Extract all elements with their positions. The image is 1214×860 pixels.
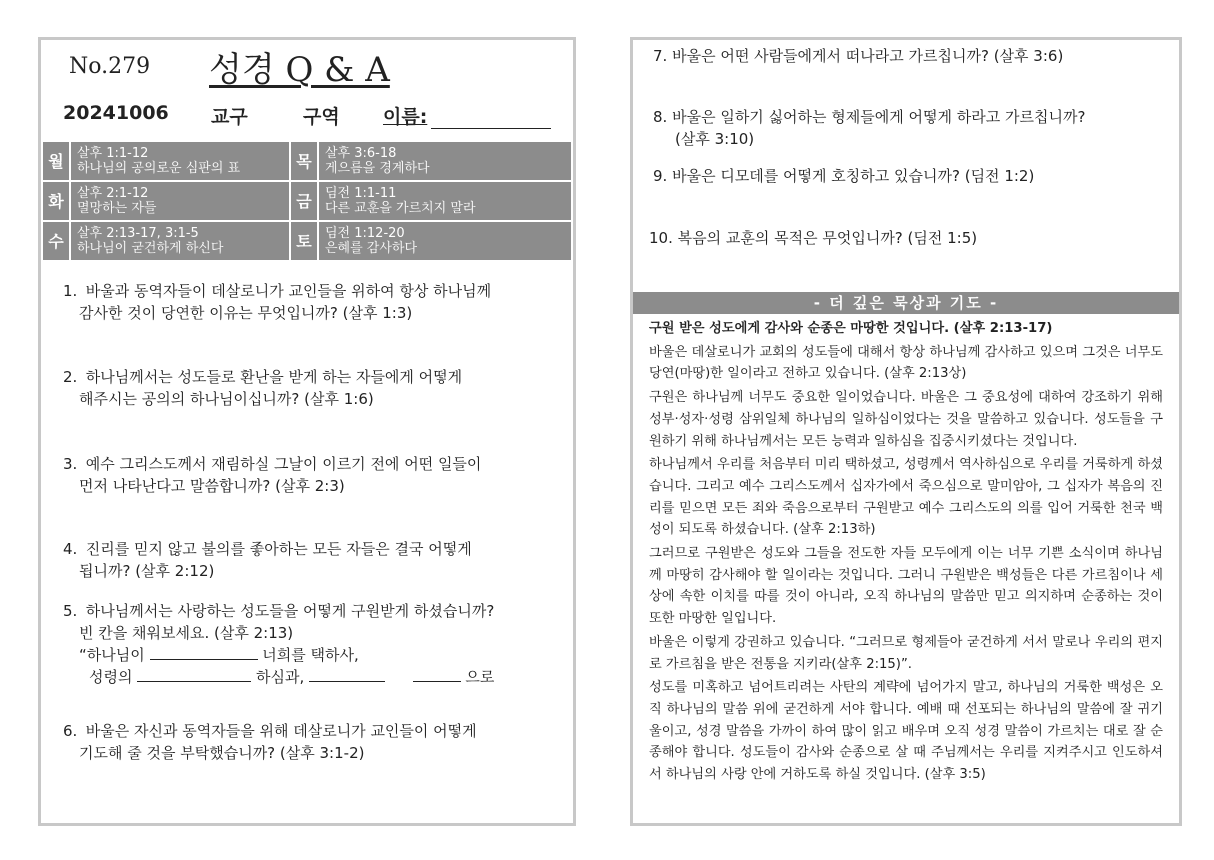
question-text: 바울과 동역자들이 데살로니가 교인들을 위하여 항상 하나님께: [85, 282, 492, 300]
meditation-section: [649, 318, 1163, 788]
reading-title: 은혜를 감사하다: [325, 241, 418, 256]
district-label: 교구: [211, 106, 248, 128]
date: 20241006: [63, 102, 169, 124]
question-text: 바울은 자신과 동역자들을 위해 데살로니가 교인들이 어떻게: [85, 722, 477, 740]
question-text: 바울은 디모데를 어떻게 호칭하고 있습니까? (딤전 1:2): [672, 167, 1035, 185]
fill-text: 성령의: [89, 668, 133, 686]
reading-title: 하나님이 굳건하게 하신다: [77, 241, 224, 256]
question-4: [63, 538, 568, 582]
question-3: [63, 453, 568, 497]
meditation-paragraph: 바울은 데살로니가 교회의 성도들에 대해서 항상 하나님께 감사하고 있으며 그것은 너무도 당연(마땅)한 일이라고 전하고 있습니다. (살후 2:13상): [649, 344, 1163, 382]
question-text: 바울은 어떤 사람들에게서 떠나라고 가르칩니까? (살후 3:6): [672, 47, 1064, 65]
reading-cell: [70, 221, 290, 261]
question-10: [649, 227, 1164, 249]
question-number: 6.: [63, 722, 78, 740]
meditation-paragraph: 그러므로 구원받은 성도와 그들을 전도한 자들 모두에게 이는 너무 기쁜 소식이며 하나님께 마땅히 감사해야 할 일이라는 것입니다. 그러니 구원받은 백성들은 다른 가르침이나 세상에 속한 이치를 따를 것이 아니라, 오직 하나님의 말씀만 믿고 의지하며 순종하는 것이 또한 마땅한 일입니다.: [649, 546, 1163, 627]
name-label: 이름:: [383, 106, 428, 128]
reading-ref: 딤전 1:1-11: [325, 186, 397, 201]
question-number: 4.: [63, 540, 78, 558]
question-number: 10.: [649, 229, 673, 247]
fill-text: “하나님이: [79, 646, 145, 664]
schedule-row: [42, 141, 572, 181]
question-text-cont: 감사한 것이 당연한 이유는 무엇입니까? (살후 1:3): [79, 304, 413, 322]
reading-cell: [318, 181, 572, 221]
fill-in-line-1: [63, 644, 568, 666]
right-page: [630, 37, 1182, 826]
reading-ref: 살후 3:6-18: [325, 146, 397, 161]
meditation-paragraph: 성도를 미혹하고 넘어트리려는 사탄의 계략에 넘어가지 말고, 하나님의 거룩한 백성은 오직 하나님의 말씀 위에 굳건하게 서야 합니다. 예배 때 선포되는 하나님의 말씀에 잘 귀기울이고, 성경 말씀을 가까이 하여 많이 읽고 배우며 오직 성경 말씀이 가르치는 대로 잘 순종해야 합니다. 성도들이 감사와 순종으로 살 때 주님께서는 우리를 지켜주시고 인도하셔서 하나님의 사랑 안에 거하도록 하실 것입니다. (살후 3:5): [649, 680, 1163, 783]
fill-blank[interactable]: [413, 667, 461, 682]
day-label: 토: [290, 221, 318, 261]
question-number: 1.: [63, 282, 78, 300]
question-number: 2.: [63, 368, 78, 386]
schedule-row: [42, 221, 572, 261]
day-label: 목: [290, 141, 318, 181]
question-6: [63, 720, 568, 764]
question-9: [653, 165, 1168, 187]
reading-cell: [318, 141, 572, 181]
fill-text: 하심과,: [256, 668, 305, 686]
question-7: [653, 45, 1168, 67]
page-title: 성경 Q & A: [209, 50, 390, 90]
question-text-cont: 기도해 줄 것을 부탁했습니까? (살후 3:1-2): [79, 744, 365, 762]
fill-text: 너희를 택하사,: [262, 646, 359, 664]
reading-ref: 딤전 1:12-20: [325, 226, 405, 241]
question-text: 하나님께서는 성도들로 환난을 받게 하는 자들에게 어떻게: [85, 368, 463, 386]
question-text: 예수 그리스도께서 재림하실 그날이 이르기 전에 어떤 일들이: [85, 455, 482, 473]
zone-label: 구역: [303, 106, 340, 128]
fill-in-line-2: [63, 666, 568, 688]
question-text-cont: 빈 칸을 채워보세요. (살후 2:13): [79, 624, 294, 642]
day-label: 화: [42, 181, 70, 221]
fill-blank[interactable]: [309, 667, 385, 682]
question-text: 복음의 교훈의 목적은 무엇입니까? (딤전 1:5): [677, 229, 978, 247]
reading-title: 게으름을 경계하다: [325, 161, 430, 176]
day-label: 수: [42, 221, 70, 261]
question-text-cont: 먼저 나타난다고 말씀합니까? (살후 2:3): [79, 477, 345, 495]
question-number: 5.: [63, 602, 78, 620]
question-text: 바울은 일하기 싫어하는 형제들에게 어떻게 하라고 가르칩니까?: [672, 108, 1086, 126]
reading-cell: [70, 141, 290, 181]
issue-number: No.279: [69, 54, 151, 79]
reading-cell: [70, 181, 290, 221]
reading-ref: 살후 1:1-12: [77, 146, 149, 161]
question-text-cont: (살후 3:10): [675, 130, 755, 148]
question-8: [653, 106, 1168, 150]
reading-ref: 살후 2:1-12: [77, 186, 149, 201]
meditation-paragraph: 하나님께서 우리를 처음부터 미리 택하셨고, 성령께서 역사하심으로 우리를 거룩하게 하셨습니다. 그리고 예수 그리스도께서 십자가에서 죽으심으로 말미암아, 그 십자가 복음의 진리를 믿으면 모든 죄와 죽음으로부터 구원받고 예수 그리스도의 의를 입어 거룩한 천국 백성이 되도록 하셨습니다. (살후 2:13하): [649, 457, 1163, 538]
reading-ref: 살후 2:13-17, 3:1-5: [77, 226, 199, 241]
reading-schedule: [41, 140, 573, 262]
schedule-row: [42, 181, 572, 221]
fill-blank[interactable]: [137, 667, 251, 682]
day-label: 월: [42, 141, 70, 181]
question-number: 3.: [63, 455, 78, 473]
meditation-banner: - 더 깊은 묵상과 기도 -: [633, 292, 1179, 314]
meditation-heading: 구원 받은 성도에게 감사와 순종은 마땅한 것입니다. (살후 2:13-17): [649, 321, 1053, 336]
question-number: 7.: [653, 47, 668, 65]
meditation-paragraph: 바울은 이렇게 강권하고 있습니다. “그러므로 형제들아 굳건하게 서서 말로나 우리의 편지로 가르침을 받은 전통을 지키라(살후 2:15)”.: [649, 634, 1163, 672]
question-5: [63, 600, 568, 688]
reading-cell: [318, 221, 572, 261]
fill-blank[interactable]: [150, 645, 258, 660]
question-text-cont: 해주시는 공의의 하나님이십니까? (살후 1:6): [79, 390, 374, 408]
left-page: [38, 37, 576, 826]
reading-title: 하나님의 공의로운 심판의 표: [77, 161, 241, 176]
fill-text: 으로: [465, 668, 495, 686]
question-number: 9.: [653, 167, 668, 185]
question-text: 진리를 믿지 않고 불의를 좋아하는 모든 자들은 결국 어떻게: [85, 540, 472, 558]
question-text-cont: 됩니까? (살후 2:12): [79, 562, 215, 580]
question-number: 8.: [653, 108, 668, 126]
reading-title: 다른 교훈을 가르치지 말라: [325, 201, 476, 216]
name-field[interactable]: [383, 102, 551, 129]
question-2: [63, 366, 568, 410]
name-blank-line: [431, 110, 551, 129]
meditation-paragraph: 구원은 하나님께 너무도 중요한 일이었습니다. 바울은 그 중요성에 대하여 강조하기 위해 성부·성자·성령 삼위일체 하나님의 일하심이었다는 것을 말씀하고 있습니다. 성도들을 구원하기 위해 하나님께서는 모든 능력과 일하심을 집중시키셨다는 것입니다.: [649, 390, 1163, 449]
reading-title: 멸망하는 자들: [77, 201, 157, 216]
question-1: [63, 280, 568, 324]
day-label: 금: [290, 181, 318, 221]
question-text: 하나님께서는 사랑하는 성도들을 어떻게 구원받게 하셨습니까?: [85, 602, 495, 620]
